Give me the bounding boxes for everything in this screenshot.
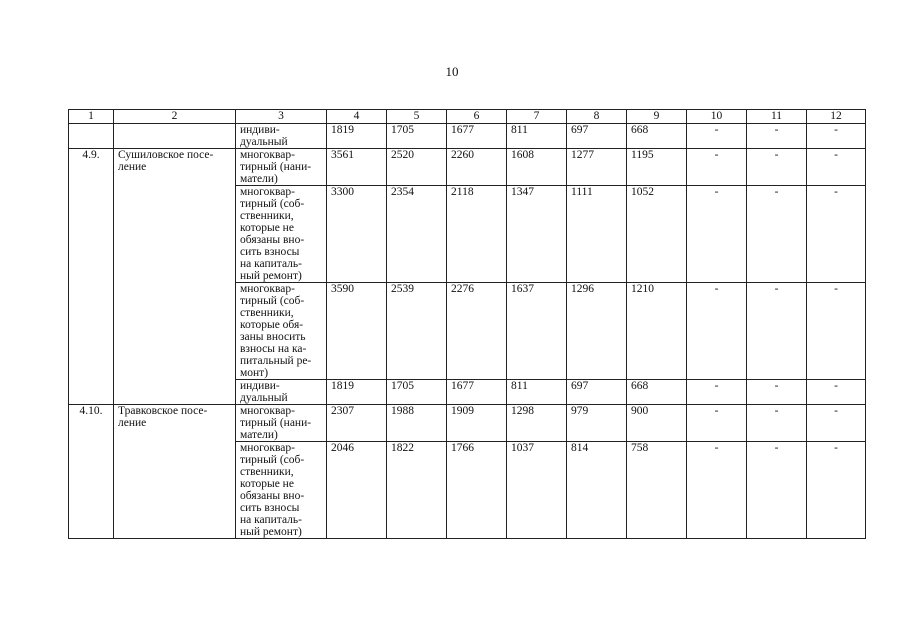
housing-type: многоквар- тирный (соб- ственники, которые не обязаны вно- сить взносы на капиталь- ный ремонт): [236, 186, 327, 283]
value-cell: 2118: [447, 186, 507, 283]
value-cell: 1677: [447, 380, 507, 405]
value-cell: -: [687, 124, 747, 149]
column-header-5: 5: [387, 110, 447, 124]
value-cell: 3590: [327, 283, 387, 380]
value-cell: 758: [627, 442, 687, 539]
column-header-7: 7: [507, 110, 567, 124]
settlement-name: [114, 124, 236, 149]
table-row: [69, 124, 866, 149]
value-cell: 1608: [507, 149, 567, 186]
value-cell: -: [807, 442, 866, 539]
value-cell: -: [687, 283, 747, 380]
header-row: [69, 110, 866, 124]
value-cell: 1677: [447, 124, 507, 149]
value-cell: 668: [627, 124, 687, 149]
value-cell: -: [687, 186, 747, 283]
column-header-2: 2: [114, 110, 236, 124]
value-cell: -: [687, 149, 747, 186]
housing-type: многоквар- тирный (соб- ственники, которые обя- заны вносить взносы на ка- питальный ре- монт): [236, 283, 327, 380]
table-body: [69, 124, 866, 539]
value-cell: -: [747, 380, 807, 405]
settlement-name: Сушиловское посе- ление: [114, 149, 236, 405]
value-cell: -: [807, 283, 866, 380]
value-cell: 1277: [567, 149, 627, 186]
item-number: 4.10.: [69, 405, 114, 539]
value-cell: 697: [567, 380, 627, 405]
value-cell: 2520: [387, 149, 447, 186]
value-cell: -: [747, 149, 807, 186]
value-cell: -: [747, 442, 807, 539]
value-cell: 2354: [387, 186, 447, 283]
value-cell: 900: [627, 405, 687, 442]
value-cell: 1705: [387, 380, 447, 405]
value-cell: 1822: [387, 442, 447, 539]
value-cell: 814: [567, 442, 627, 539]
value-cell: 668: [627, 380, 687, 405]
value-cell: -: [747, 124, 807, 149]
item-number: 4.9.: [69, 149, 114, 405]
tariff-table: [68, 109, 866, 539]
value-cell: -: [747, 283, 807, 380]
value-cell: 697: [567, 124, 627, 149]
value-cell: -: [807, 186, 866, 283]
value-cell: 1988: [387, 405, 447, 442]
value-cell: -: [747, 405, 807, 442]
column-header-12: 12: [807, 110, 866, 124]
value-cell: 3561: [327, 149, 387, 186]
value-cell: 1037: [507, 442, 567, 539]
value-cell: 1819: [327, 124, 387, 149]
value-cell: 1705: [387, 124, 447, 149]
value-cell: -: [807, 405, 866, 442]
value-cell: 2539: [387, 283, 447, 380]
column-header-6: 6: [447, 110, 507, 124]
table-row: [69, 405, 866, 442]
column-header-10: 10: [687, 110, 747, 124]
value-cell: 1298: [507, 405, 567, 442]
value-cell: 1052: [627, 186, 687, 283]
value-cell: 1766: [447, 442, 507, 539]
value-cell: 2260: [447, 149, 507, 186]
value-cell: -: [747, 186, 807, 283]
value-cell: 811: [507, 380, 567, 405]
value-cell: 1909: [447, 405, 507, 442]
housing-type: индиви- дуальный: [236, 124, 327, 149]
value-cell: -: [687, 380, 747, 405]
value-cell: 1195: [627, 149, 687, 186]
column-header-4: 4: [327, 110, 387, 124]
column-header-1: 1: [69, 110, 114, 124]
housing-type: многоквар- тирный (соб- ственники, которые не обязаны вно- сить взносы на капиталь- ный ремонт): [236, 442, 327, 539]
value-cell: 2307: [327, 405, 387, 442]
value-cell: 1210: [627, 283, 687, 380]
column-header-3: 3: [236, 110, 327, 124]
housing-type: многоквар- тирный (нани- матели): [236, 405, 327, 442]
value-cell: 811: [507, 124, 567, 149]
value-cell: -: [807, 124, 866, 149]
value-cell: -: [687, 442, 747, 539]
housing-type: многоквар- тирный (нани- матели): [236, 149, 327, 186]
column-header-9: 9: [627, 110, 687, 124]
table-row: [69, 149, 866, 186]
value-cell: -: [807, 380, 866, 405]
settlement-name: Травковское посе- ление: [114, 405, 236, 539]
page-number: 10: [445, 64, 459, 79]
item-number: [69, 124, 114, 149]
value-cell: -: [807, 149, 866, 186]
column-header-8: 8: [567, 110, 627, 124]
housing-type: индиви- дуальный: [236, 380, 327, 405]
value-cell: 2276: [447, 283, 507, 380]
value-cell: 1296: [567, 283, 627, 380]
value-cell: 3300: [327, 186, 387, 283]
value-cell: 1637: [507, 283, 567, 380]
value-cell: -: [687, 405, 747, 442]
value-cell: 979: [567, 405, 627, 442]
value-cell: 2046: [327, 442, 387, 539]
value-cell: 1111: [567, 186, 627, 283]
value-cell: 1819: [327, 380, 387, 405]
value-cell: 1347: [507, 186, 567, 283]
column-header-11: 11: [747, 110, 807, 124]
